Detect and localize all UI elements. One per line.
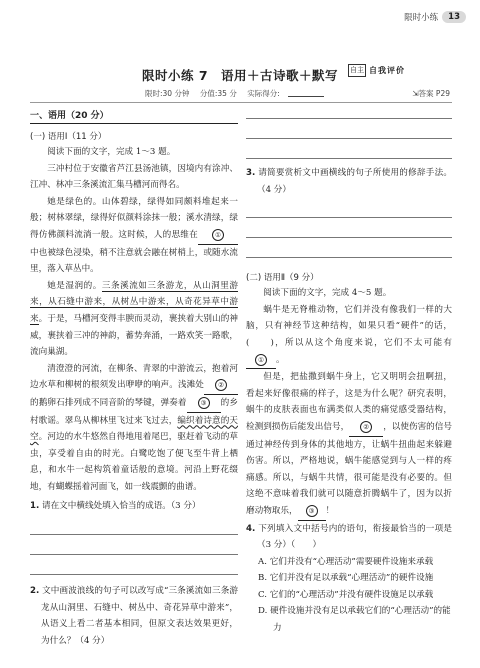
part1-heading: 一、语用（20 分）: [30, 111, 109, 121]
self-evaluation-badge: [348, 64, 405, 77]
meta-row: [145, 88, 340, 99]
option-d[interactable]: D. 硬件设施并没有足以承载它们的“心理活动”的能力: [258, 606, 451, 634]
section1-heading: (一) 语用Ⅰ（11 分）: [30, 132, 107, 142]
blank-3[interactable]: ③: [187, 395, 221, 413]
passage1-para2: 她是绿色的。山体碧绿，绿得如同颇料堆起来一般；树林翠绿，绿得好似颜料涂抹一般；溪水清绿，绿得仿佛颜料流淌一般。这时候，人的思维在 ①中也被绿色浸染，稍不注意就会融在树梢上，或随水流里，落入草丛中。: [30, 196, 238, 275]
header-section: 限时小练: [404, 13, 439, 23]
time-limit: 限时:30 分钟: [145, 89, 190, 98]
actual-score: [247, 89, 332, 98]
self-evaluation-label: 自我评价: [369, 65, 405, 75]
blank-2[interactable]: ②: [204, 377, 238, 395]
right-column: [246, 106, 452, 637]
actual-score-label: 实际得分:: [247, 89, 280, 98]
page-number-badge: 13: [442, 11, 466, 23]
part1-divider: [30, 123, 238, 124]
question-1: 1. 请在文中横线处填入恰当的成语。（3 分）: [30, 501, 201, 512]
q3-answer-line-2[interactable]: [246, 218, 452, 238]
q2-answer-line-2[interactable]: [246, 119, 452, 139]
blank-1[interactable]: ①: [198, 227, 238, 245]
passage1-para3: 她是湿润的。三条溪流如三条游龙，从山洞里游来，从石缝中游来，从树丛中游来，从奇花异草中游来。于是，马槽河变得丰腴而灵动，裹挟着大别山的神威，裹挟着三冲的神韵，蓄势奔涌，一路欢笑一路歌，流向巢湖。: [30, 280, 238, 358]
q3-answer-line-1[interactable]: [246, 198, 452, 218]
page-header: [404, 11, 466, 23]
paren-blank[interactable]: ( ): [246, 337, 274, 348]
page-title: 限时小练 7 语用＋古诗歌＋默写: [141, 68, 339, 83]
answer-reference: ⇲答案 P29: [412, 89, 450, 98]
q1-answer-line-1[interactable]: [30, 515, 238, 535]
passage2-para1: 蜗牛是无脊椎动物，它们并没有像我们一样的大脑，只有神经节这种结构，如果只看“硬件”的话，( )，所以从这个角度来说，它们不太可能有① 。: [246, 302, 452, 369]
passage2-intro: 阅读下面的文字，完成 4～5 题。: [263, 288, 392, 299]
question-2: 2. 文中画波浪线的句子可以改写成“三条溪流如三条游龙从山洞里、石缝中、树丛中、奇花异草中游来”，从语义上看二者基本相同，但原文表达效果更好，为什么？（4 分）: [30, 586, 238, 646]
blank-6[interactable]: ③: [298, 503, 326, 521]
passage1-para1: 三冲村位于安徽省芦江县汤池镇，因境内有涂冲、江冲、林冲三条溪流汇集马槽河而得名。: [30, 163, 238, 191]
self-evaluation-icon: 自主: [348, 64, 366, 77]
blank-4[interactable]: ①: [246, 352, 276, 370]
option-a[interactable]: A. 它们并没有“心理活动”需要硬件设施来承载: [258, 556, 434, 567]
q3-answer-line-3[interactable]: [246, 238, 452, 258]
left-column: [30, 106, 238, 649]
blank-5[interactable]: ②: [349, 419, 383, 437]
section2-heading: (二) 语用Ⅱ（9 分）: [246, 273, 319, 284]
q1-answer-line-3[interactable]: [30, 555, 238, 575]
passage1-para4: 清澄澄的河流，在柳条、青翠的中游流云，抱着河边水草和柳树的根须发出咿咿的响声。浅滩处 ②的鹅卵石排列成不同音阶的琴键，弹奏着 ③ 的乡村歌谣。翠鸟从柳林里飞过来飞过去，编织着诗意的天空。河边的水牛悠然自得地甩着尾巴，驱赶着飞动的草虫，享受着自由的时光。白鹭吃饱了便飞至牛背上栖息，和水牛一起构筑着童话般的意境。河沿上野花缀地，有蝴蝶摇着河面飞，如一线震颤的曲谱。: [30, 363, 238, 492]
underlined-sentence: 三条溪流如三条游龙，从山洞里游来，从石缝中游来，从树丛中游来，从奇花异草中游来: [30, 280, 238, 324]
question-4: 4. 下列填入文中括号内的语句，衔接最恰当的一项是（3 分）（ ）: [246, 523, 452, 551]
q2-answer-line-3[interactable]: [246, 139, 452, 159]
question-3: 3. 请简要赏析文中画横线的句子所使用的修辞手法。（4 分）: [246, 168, 452, 195]
header-divider: [30, 102, 452, 103]
passage2-para2: 但是，把盐撒到蜗牛身上，它又明明会扭啊扭，看起来好像很痛的样子，这是为什么呢？研究表明，蜗牛的皮肤表面也布满类似人类的痛觉感受器结构，检测到损伤后能发出信号， ② ，以使伤害的信号通过神经传到身体的其他地方，让蜗牛扭曲起来躲避伤害。所以，严格地说，蜗牛能感觉到与人一样的疼痛感。所以，与蜗牛共情，很可能是没有必要的。但这绝不意味着我们就可以随意折腾蜗牛了，因为以折磨动物取乐， ③ ！: [246, 369, 452, 520]
option-b[interactable]: B. 它们并没有足以承载“心理活动”的硬件设施: [258, 573, 434, 584]
passage1-intro: 阅读下面的文字，完成 1～3 题。: [47, 147, 176, 157]
q1-answer-line-2[interactable]: [30, 535, 238, 555]
option-c[interactable]: C. 它们的“心理活动”并没有硬件设施足以承载: [258, 589, 434, 600]
q2-answer-line-1[interactable]: [246, 106, 452, 119]
actual-score-blank[interactable]: [288, 96, 324, 97]
wavy-sentence: 编织着诗意的天空: [30, 415, 238, 443]
score-total: 分值:35 分: [199, 89, 237, 98]
